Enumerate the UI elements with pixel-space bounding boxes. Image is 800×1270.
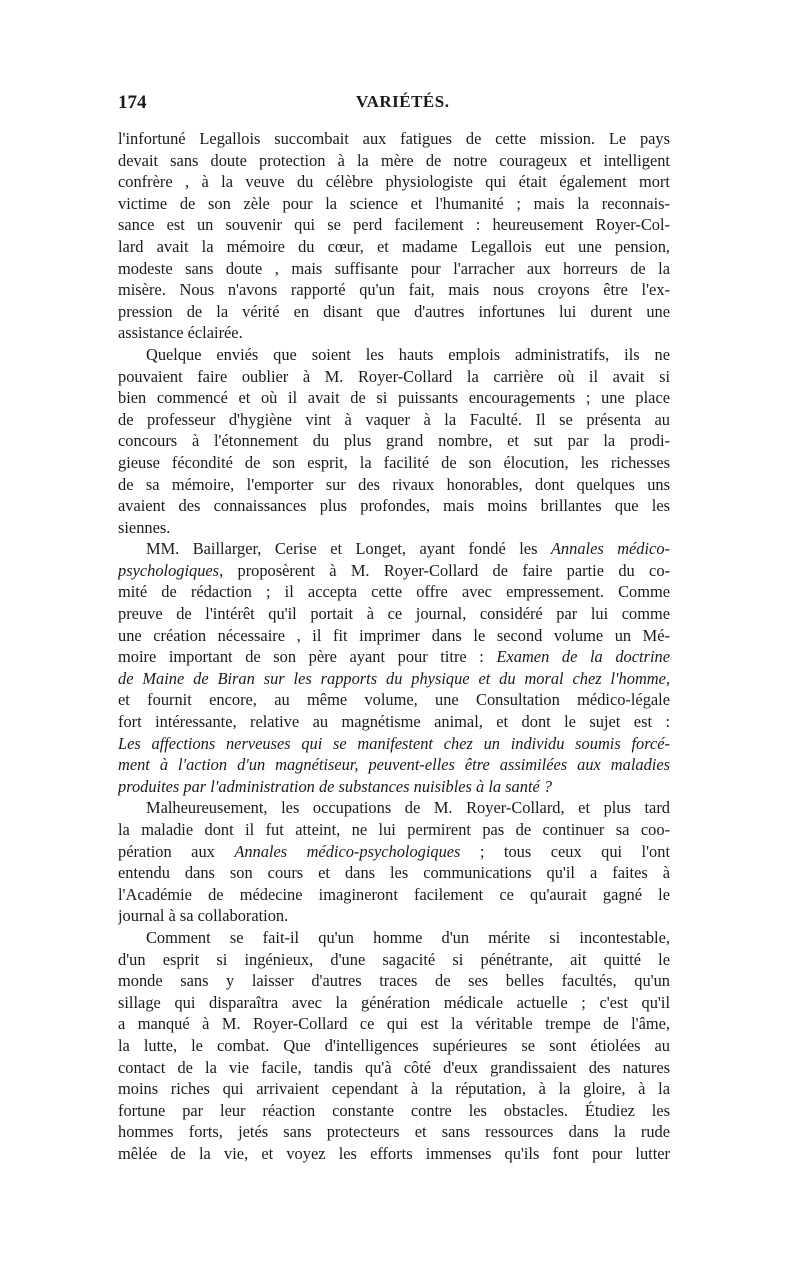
- text-segment: et fournit encore, au même volume, une Consultation médico-légale: [118, 690, 670, 710]
- text-segment: journal à sa collaboration.: [118, 906, 289, 926]
- text-segment: avaient des connaissances plus profondes, mais moins brillantes que les: [118, 496, 670, 516]
- text-segment: pération aux: [118, 841, 235, 861]
- text-line: [118, 1057, 670, 1079]
- text-line: [118, 733, 670, 755]
- text-line: [118, 754, 670, 776]
- text-line: [118, 258, 670, 280]
- text-line: [118, 214, 670, 236]
- text-line: [118, 128, 670, 150]
- text-segment: hommes forts, jetés sans protecteurs et sans ressources dans la rude: [118, 1122, 670, 1142]
- text-line: [118, 625, 670, 647]
- running-head: VARIÉTÉS.: [356, 92, 450, 111]
- page-header: [118, 92, 678, 120]
- text-line: [118, 150, 670, 172]
- text-line: [118, 927, 670, 949]
- text-segment: une création nécessaire , il fit imprimer dans le second volume un Mé-: [118, 625, 670, 645]
- text-segment: contact de la vie facile, tandis qu'à côté d'eux grandissaient des natures: [118, 1057, 670, 1077]
- text-line: [118, 495, 670, 517]
- text-line: [118, 668, 670, 690]
- italic-text: Examen de la doctrine: [496, 647, 670, 667]
- text-segment: modeste sans doute , mais suffisante pour l'arracher aux horreurs de la: [118, 258, 670, 278]
- text-segment: devait sans doute protection à la mère de notre courageux et intelligent: [118, 150, 670, 170]
- text-segment: mité de rédaction ; il accepta cette offre avec empressement. Comme: [118, 582, 670, 602]
- italic-text: Annales médico-psychologiques: [234, 841, 461, 861]
- text-segment: moire important de son père ayant pour titre :: [118, 647, 497, 667]
- text-segment: concours à l'étonnement du plus grand nombre, et sut par la prodi-: [118, 431, 670, 451]
- text-segment: , proposèrent à M. Royer-Collard de faire partie du co-: [219, 560, 670, 580]
- text-segment: pouvaient faire oublier à M. Royer-Collard la carrière où il avait si: [118, 366, 670, 386]
- text-segment: siennes.: [118, 517, 171, 537]
- text-segment: lard avait la mémoire du cœur, et madame Legallois eut une pension,: [118, 236, 670, 256]
- text-line: [118, 646, 670, 668]
- text-segment: bien commencé et où il avait de si puissants encouragements ; une place: [118, 388, 670, 408]
- text-segment: victime de son zèle pour la science et l'humanité ; mais la reconnais-: [118, 193, 670, 213]
- text-line: [118, 862, 670, 884]
- text-segment: assistance éclairée.: [118, 323, 243, 343]
- italic-text: produites par l'administration de substances nuisibles à la santé ?: [118, 776, 553, 796]
- text-segment: ; tous ceux qui l'ont: [460, 841, 670, 861]
- text-segment: Malheureusement, les occupations de M. Royer-Collard, et plus tard: [146, 798, 670, 818]
- text-segment: fortune par leur réaction constante contre les obstacles. Étudiez les: [118, 1100, 670, 1120]
- text-line: [118, 409, 670, 431]
- text-segment: confrère , à la veuve du célèbre physiologiste qui était également mort: [118, 172, 670, 192]
- text-segment: fort intéressante, relative au magnétisme animal, et dont le sujet est :: [118, 712, 670, 732]
- italic-text: ment à l'action d'un magnétiseur, peuvent-elles être assimilées aux maladies: [118, 755, 670, 775]
- text-line: [118, 603, 670, 625]
- italic-text: Annales médico-: [550, 539, 670, 559]
- text-line: [118, 301, 670, 323]
- text-segment: entendu dans son cours et dans les communications qu'il a faites à: [118, 863, 670, 883]
- text-segment: l'infortuné Legallois succombait aux fatigues de cette mission. Le pays: [118, 129, 670, 148]
- text-line: [118, 1100, 670, 1122]
- italic-text: psychologiques: [118, 560, 220, 580]
- text-line: [118, 560, 670, 582]
- text-segment: pression de la vérité en disant que d'autres infortunes lui durent une: [118, 301, 670, 321]
- text-segment: moins riches qui arrivaient cependant à la réputation, à la gloire, à la: [118, 1079, 670, 1099]
- text-segment: de sa mémoire, l'emporter sur des rivaux honorables, dont quelques uns: [118, 474, 670, 494]
- text-segment: a manqué à M. Royer-Collard ce qui est la véritable trempe de l'âme,: [118, 1014, 670, 1034]
- text-segment: la maladie dont il fut atteint, ne lui permirent pas de continuer sa coo-: [118, 820, 670, 839]
- text-segment: l'Académie de médecine imagineront facilement ce qu'aurait gagné le: [118, 884, 670, 904]
- text-line: [118, 949, 670, 971]
- text-line: [118, 538, 670, 560]
- text-segment: mêlée de la vie, et voyez les efforts immenses qu'ils font pour lutter: [118, 1143, 670, 1163]
- text-line: [118, 517, 670, 539]
- text-segment: Quelque enviés que soient les hauts emplois administratifs, ils ne: [146, 344, 670, 364]
- text-segment: misère. Nous n'avons rapporté qu'un fait, mais nous croyons être l'ex-: [118, 280, 670, 300]
- text-segment: la lutte, le combat. Que d'intelligences supérieures se sont étiolées au: [118, 1035, 670, 1055]
- text-segment: MM. Baillarger, Cerise et Longet, ayant fondé les: [146, 539, 551, 559]
- italic-text: de Maine de Biran sur les rapports du physique et du moral chez l'homme,: [118, 668, 670, 688]
- text-line: [118, 776, 670, 798]
- text-line: [118, 193, 670, 215]
- text-line: [118, 1143, 670, 1165]
- text-line: [118, 841, 670, 863]
- text-line: [118, 689, 670, 711]
- text-line: [118, 970, 670, 992]
- text-line: [118, 819, 670, 841]
- text-segment: gieuse fécondité de son esprit, la facilité de son élocution, les richesses: [118, 452, 670, 472]
- text-line: [118, 581, 670, 603]
- text-line: [118, 387, 670, 409]
- text-line: [118, 474, 670, 496]
- text-segment: preuve de l'intérêt qu'il portait à ce journal, considéré par lui comme: [118, 604, 670, 624]
- text-segment: de professeur d'hygiène vint à vaquer à la Faculté. Il se présenta au: [118, 409, 670, 429]
- text-line: [118, 1078, 670, 1100]
- text-line: [118, 797, 670, 819]
- text-line: [118, 905, 670, 927]
- text-segment: sance est un souvenir qui se perd facilement : heureusement Royer-Col-: [118, 215, 670, 235]
- text-line: [118, 344, 670, 366]
- text-line: [118, 884, 670, 906]
- text-segment: d'un esprit si ingénieux, d'une sagacité si pénétrante, ait quitté le: [118, 949, 670, 969]
- text-line: [118, 711, 670, 733]
- text-line: [118, 452, 670, 474]
- text-line: [118, 322, 670, 344]
- text-segment: monde sans y laisser d'autres traces de ses belles facultés, qu'un: [118, 971, 670, 991]
- page-number: 174: [118, 92, 147, 113]
- text-line: [118, 1121, 670, 1143]
- text-line: [118, 1035, 670, 1057]
- text-line: [118, 430, 670, 452]
- text-line: [118, 992, 670, 1014]
- text-segment: sillage qui disparaîtra avec la génération médicale actuelle ; c'est qu'il: [118, 992, 670, 1012]
- italic-text: Les affections nerveuses qui se manifestent chez un individu soumis forcé-: [118, 733, 670, 753]
- text-line: [118, 279, 670, 301]
- text-line: [118, 366, 670, 388]
- text-line: [118, 171, 670, 193]
- text-line: [118, 236, 670, 258]
- body-text: [118, 128, 670, 1165]
- text-line: [118, 1013, 670, 1035]
- text-segment: Comment se fait-il qu'un homme d'un mérite si incontestable,: [146, 927, 670, 947]
